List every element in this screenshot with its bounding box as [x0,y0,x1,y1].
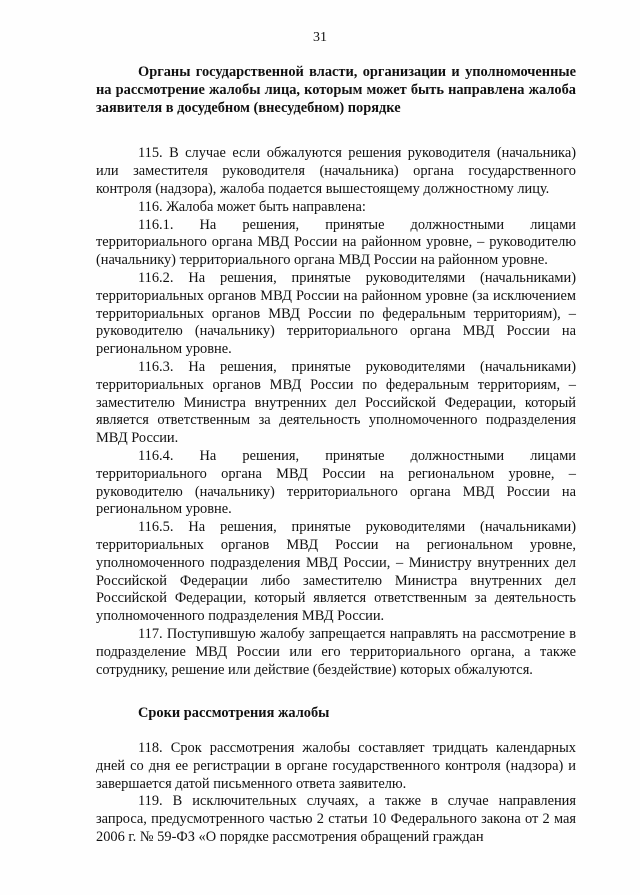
document-body [96,64,576,847]
spacer [96,117,576,145]
paragraph-116-2: 116.2. На решения, принятые руководителями (начальниками) территориальных органов МВД России на районном уровне (за исключением территориальных органов МВД России по федеральным территориям), – руководителю (начальнику) территориального органа МВД России на региональном уровне. [96,269,576,358]
paragraph-116-1: 116.1. На решения, принятые должностными лицами территориального органа МВД России на районном уровне, – руководителю (начальнику) территориального органа МВД России на районном уровне. [96,216,576,269]
paragraph-119: 119. В исключительных случаях, а также в случае направления запроса, предусмотренного частью 2 статьи 10 Федерального закона от 2 мая 2006 г. № 59-ФЗ «О порядке рассмотрения обращений граждан [96,793,576,846]
paragraph-116: 116. Жалоба может быть направлена: [138,198,366,215]
paragraph-118: 118. Срок рассмотрения жалобы составляет тридцать календарных дней со дня ее регистрации в органе государственного контроля (надзора) и завершается датой письменного ответа заявителю. [96,740,576,792]
page-number: 31 [313,30,327,45]
paragraph-117: 117. Поступившую жалобу запрещается направлять на рассмотрение в подразделение МВД России или его территориального органа, а также сотруднику, решение или действие (бездействие) которых обжалуются. [96,625,576,678]
paragraph-116-5: 116.5. На решения, принятые руководителями (начальниками) территориальных органов МВД России на региональном уровне, уполномоченного подразделения МВД России, – Министру внутренних дел Российской Федерации либо заместителю Министра внутренних дел Российской Федерации, который является ответственным за деятельность уполномоченного подразделения МВД России. [96,519,576,625]
paragraph-116-3: 116.3. На решения, принятые руководителями (начальниками) территориальных органов МВД России по федеральным территориям, – заместителю Министра внутренних дел Российской Федерации, который является ответственным за деятельность уполномоченного подразделения МВД России. [96,358,576,447]
section-heading-terms: Сроки рассмотрения жалобы [138,705,330,722]
paragraph-115: 115. В случае если обжалуются решения руководителя (начальника) или заместителя руководителя (начальника) органа государственного контроля (надзора), жалоба подается вышестоящему должностному лицу. [96,145,576,197]
section-heading-authorities: Органы государственной власти, организации и уполномоченные на рассмотрение жалобы лица, которым может быть направлена жалоба заявителя в досудебном (внесудебном) порядке [96,64,576,116]
paragraph-116-4: 116.4. На решения, принятые должностными лицами территориального органа МВД России на региональном уровне, – руководителю (начальнику) территориального органа МВД России на региональном уровне. [96,447,576,518]
